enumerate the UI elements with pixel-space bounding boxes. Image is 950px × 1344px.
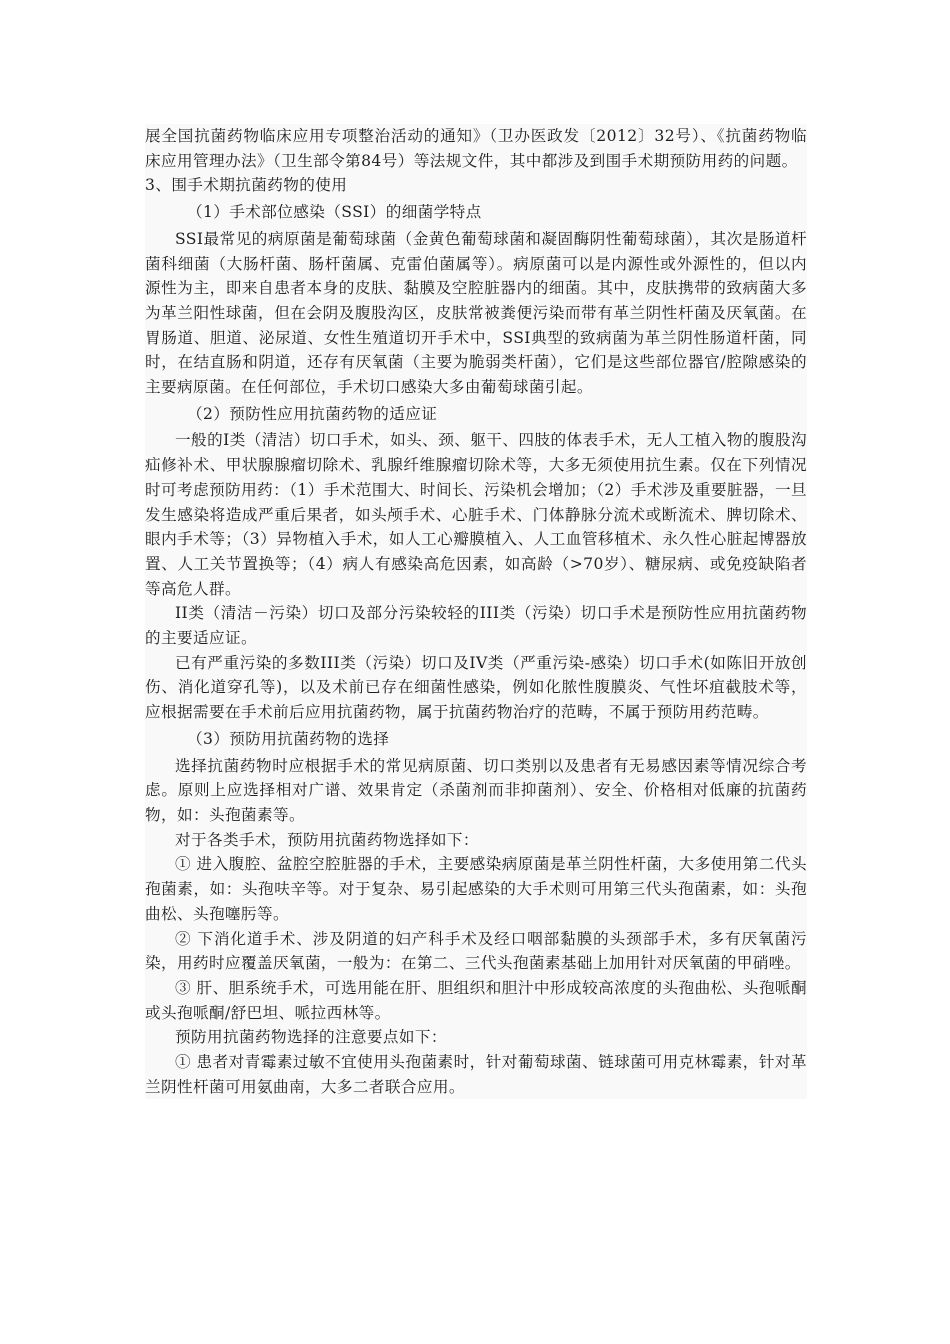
document-body <box>145 124 807 1099</box>
body-paragraph: 一般的I类（清洁）切口手术，如头、颈、躯干、四肢的体表手术，无人工植入物的腹股沟疝修补术、甲状腺腺瘤切除术、乳腺纤维腺瘤切除术等，大多无须使用抗生素。仅在下列情况时可考虑预防用药：（1）手术范围大、时间长、污染机会增加；（2）手术涉及重要脏器，一旦发生感染将造成严重后果者，如头颅手术、心脏手术、门体静脉分流术或断流术、脾切除术、眼内手术等；（3）异物植入手术，如人工心瓣膜植入、人工血管移植术、永久性心脏起博器放置、人工关节置换等；（4）病人有感染高危因素，如高龄（>70岁）、糖尿病、或免疫缺陷者等高危人群。 <box>145 431 807 598</box>
list-item: ③ 肝、胆系统手术，可选用能在肝、胆组织和胆汁中形成较高浓度的头孢曲松、头孢哌酮或头孢哌酮/舒巴坦、哌拉西林等。 <box>145 978 807 1022</box>
list-item: ① 进入腹腔、盆腔空腔脏器的手术，主要感染病原菌是革兰阴性杆菌，大多使用第二代头孢菌素，如：头孢呋辛等。对于复杂、易引起感染的大手术则可用第三代头孢菌素，如：头孢曲松、头孢噻肟等。 <box>145 855 807 923</box>
paragraph-continuation: 展全国抗菌药物临床应用专项整治活动的通知》（卫办医政发〔2012〕32号）、《抗菌药物临床应用管理办法》（卫生部令第84号）等法规文件，其中都涉及到围手术期预防用药的问题。 <box>145 127 807 170</box>
body-paragraph: 预防用抗菌药物选择的注意要点如下： <box>175 1028 447 1047</box>
body-paragraph: 对于各类手术，预防用抗菌药物选择如下： <box>175 830 479 849</box>
list-item: ① 患者对青霉素过敏不宜使用头孢菌素时，针对葡萄球菌、链球菌可用克林霉素，针对革兰阴性杆菌可用氨曲南，大多二者联合应用。 <box>145 1053 807 1096</box>
body-paragraph: SSI最常见的病原菌是葡萄球菌（金黄色葡萄球菌和凝固酶阴性葡萄球菌），其次是肠道杆菌科细菌（大肠杆菌、肠杆菌属、克雷伯菌属等）。病原菌可以是内源性或外源性的，但以内源性为主，即来自患者本身的皮肤、黏膜及空腔脏器内的细菌。其中，皮肤携带的致病菌大多为革兰阳性球菌，但在会阴及腹股沟区，皮肤常被粪便污染而带有革兰阴性杆菌及厌氧菌。在胃肠道、胆道、泌尿道、女性生殖道切开手术中，SSI典型的致病菌为革兰阴性肠道杆菌，同时，在结直肠和阴道，还存有厌氧菌（主要为脆弱类杆菌），它们是这些部位器官/腔隙感染的主要病原菌。在任何部位，手术切口感染大多由葡萄球菌引起。 <box>145 229 807 397</box>
subsection-heading: （3）预防用抗菌药物的选择 <box>187 729 390 748</box>
section-heading: 3、围手术期抗菌药物的使用 <box>145 176 348 195</box>
subsection-heading: （2）预防性应用抗菌药物的适应证 <box>187 404 438 423</box>
body-paragraph: II类（清洁－污染）切口及部分污染较轻的III类（污染）切口手术是预防性应用抗菌药物的主要适应证。 <box>145 604 807 648</box>
subsection-heading: （1）手术部位感染（SSI）的细菌学特点 <box>187 203 482 222</box>
body-paragraph: 已有严重污染的多数III类（污染）切口及IV类（严重污染-感染）切口手术(如陈旧开放创伤、消化道穿孔等)，以及术前已存在细菌性感染，例如化脓性腹膜炎、气性坏疽截肢术等，应根据需要在手术前后应用抗菌药物，属于抗菌药物治疗的范畴，不属于预防用药范畴。 <box>145 653 807 722</box>
body-paragraph: 选择抗菌药物时应根据手术的常见病原菌、切口类别以及患者有无易感因素等情况综合考虑。原则上应选择相对广谱、效果肯定（杀菌剂而非抑菌剂）、安全、价格相对低廉的抗菌药物，如：头孢菌素等。 <box>145 756 807 824</box>
list-item: ② 下消化道手术、涉及阴道的妇产科手术及经口咽部黏膜的头颈部手术，多有厌氧菌污染，用药时应覆盖厌氧菌，一般为：在第二、三代头孢菌素基础上加用针对厌氧菌的甲硝唑。 <box>145 929 807 973</box>
